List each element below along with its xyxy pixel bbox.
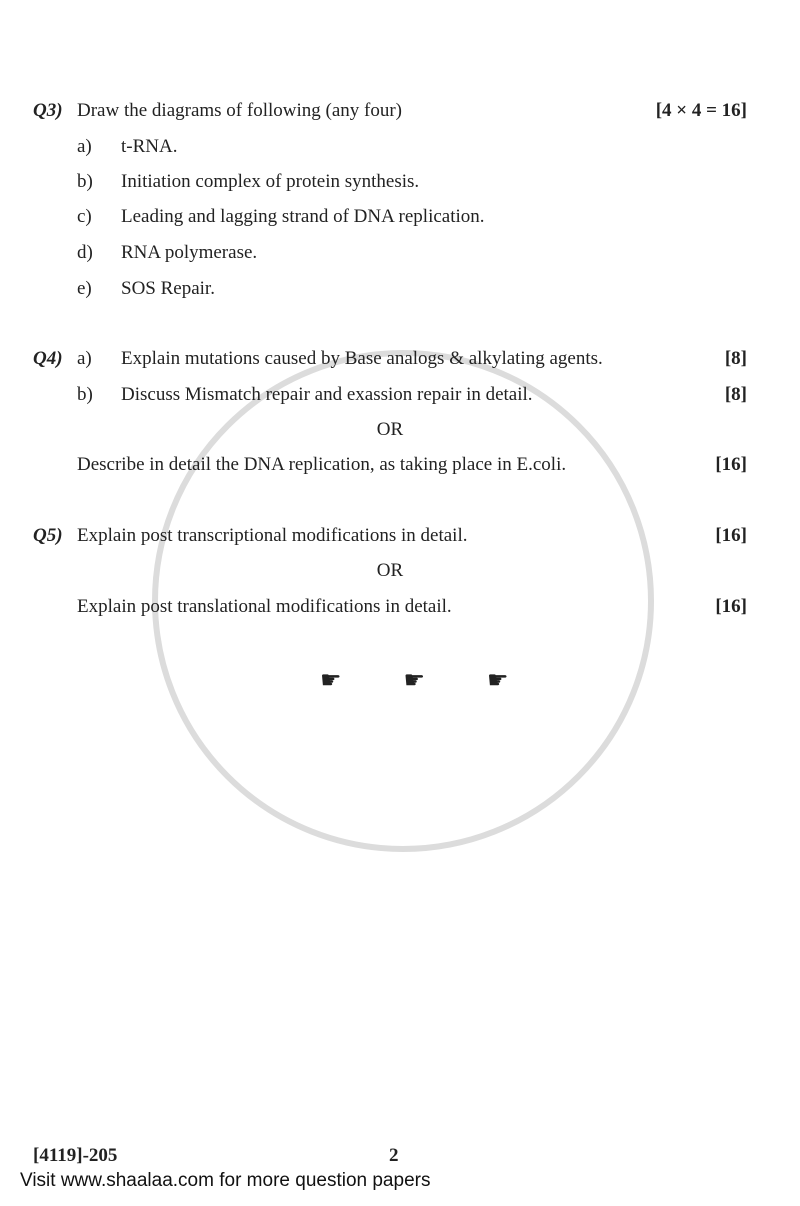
item-text: t-RNA.: [121, 136, 178, 157]
question-number: Q5): [33, 525, 63, 546]
q3-header: [0, 100, 800, 124]
item-letter: b): [77, 384, 93, 405]
item-text: Leading and lagging strand of DNA replication.: [121, 206, 485, 227]
or-text: OR: [376, 419, 404, 440]
or-divider: [0, 419, 800, 443]
item-text: Discuss Mismatch repair and exassion repair in detail.: [121, 384, 533, 405]
item-letter: d): [77, 242, 93, 263]
item-letter: c): [77, 206, 92, 227]
question-number: Q4): [33, 348, 63, 369]
list-item: [0, 242, 800, 266]
paper-code: [4119]-205: [33, 1145, 118, 1166]
question-marks: [16]: [715, 596, 747, 617]
question-text: Explain post translational modifications in detail.: [77, 596, 452, 617]
visit-banner: Visit www.shaalaa.com for more question papers: [20, 1170, 431, 1191]
q5-header: [0, 525, 800, 549]
item-marks: [8]: [724, 384, 747, 405]
q5-alt: [0, 596, 800, 620]
or-divider: [0, 560, 800, 584]
item-letter: e): [77, 278, 92, 299]
list-item: [0, 136, 800, 160]
question-marks: [16]: [715, 525, 747, 546]
list-item: [0, 278, 800, 302]
item-text: Explain mutations caused by Base analogs & alkylating agents.: [121, 348, 603, 369]
question-marks: [4 × 4 = 16]: [655, 100, 747, 121]
item-text: RNA polymerase.: [121, 242, 258, 263]
pointing-hand-icons: ☛ ☛ ☛: [320, 668, 537, 694]
list-item: [0, 171, 800, 195]
q4-a: [0, 348, 800, 372]
question-number: Q3): [33, 100, 63, 121]
q4-alt: [0, 454, 800, 478]
item-letter: a): [77, 136, 92, 157]
item-text: SOS Repair.: [121, 278, 215, 299]
list-item: [0, 206, 800, 230]
question-text: Explain post transcriptional modifications in detail.: [77, 525, 468, 546]
item-text: Initiation complex of protein synthesis.: [121, 171, 420, 192]
question-marks: [16]: [715, 454, 747, 475]
item-letter: b): [77, 171, 93, 192]
question-text: Draw the diagrams of following (any four): [77, 100, 403, 121]
item-marks: [8]: [724, 348, 747, 369]
q4-b: [0, 384, 800, 408]
page-number: 2: [389, 1145, 399, 1166]
or-text: OR: [376, 560, 404, 581]
item-letter: a): [77, 348, 92, 369]
question-text: Describe in detail the DNA replication, as taking place in E.coli.: [77, 454, 567, 475]
